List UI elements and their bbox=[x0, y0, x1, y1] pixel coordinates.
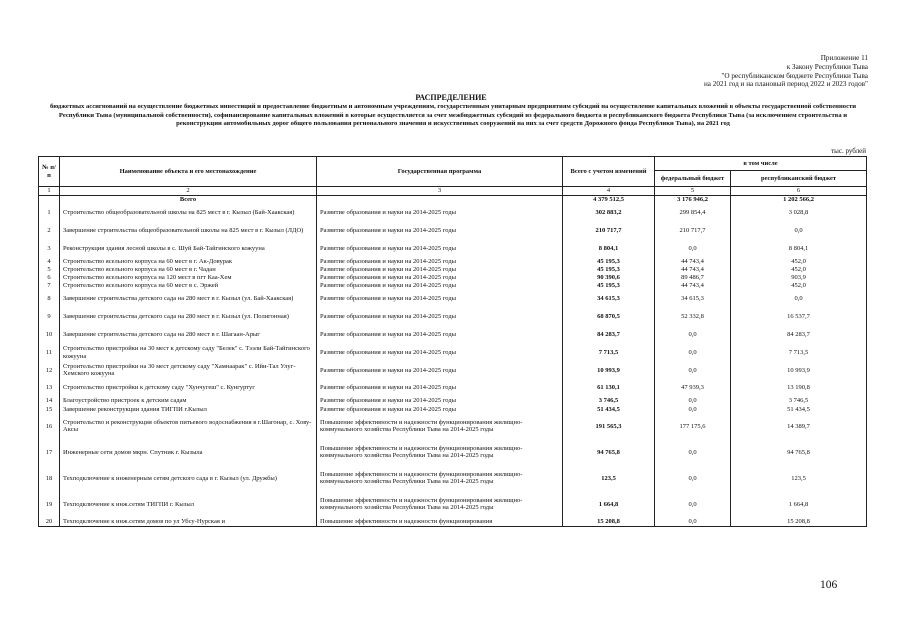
appendix-caption bbox=[704, 54, 868, 89]
program-name: Развитие образования и науки на 2014-2025 годы bbox=[317, 258, 563, 266]
row-number: 3 bbox=[39, 240, 60, 258]
row-republic: 94 765,8 bbox=[731, 439, 867, 465]
row-republic: 452,0 bbox=[731, 282, 867, 290]
row-republic: 452,0 bbox=[731, 258, 867, 266]
row-number: 6 bbox=[39, 274, 60, 282]
column-number: 5 bbox=[655, 187, 731, 196]
row-number: 17 bbox=[39, 439, 60, 465]
table-row bbox=[39, 290, 867, 308]
allocation-table bbox=[38, 156, 867, 527]
row-total: 45 195,3 bbox=[563, 258, 655, 266]
row-number: 1 bbox=[39, 204, 60, 222]
row-republic: 452,0 bbox=[731, 266, 867, 274]
row-total: 15 208,8 bbox=[563, 517, 655, 526]
row-number: 20 bbox=[39, 517, 60, 526]
appendix-line: на 2021 год и на плановый период 2022 и 2023 годов" bbox=[703, 80, 868, 89]
program-name: Развитие образования и науки на 2014-2025 годы bbox=[317, 222, 563, 240]
object-name: Завершение строительства детского сада на 280 мест в г. Кызыл (ул. Бай-Хаакская) bbox=[60, 290, 317, 308]
header-republic: республиканский бюджет bbox=[731, 171, 867, 187]
row-number: 13 bbox=[39, 379, 60, 397]
program-name: Развитие образования и науки на 2014-2025 годы bbox=[317, 282, 563, 290]
object-name: Строительство ясельного корпуса на 60 мест в с. Эржей bbox=[60, 282, 317, 290]
column-number: 2 bbox=[60, 187, 317, 196]
row-federal: 44 743,4 bbox=[655, 282, 731, 290]
table-row bbox=[39, 413, 867, 439]
row-federal: 210 717,7 bbox=[655, 222, 731, 240]
row-number: 5 bbox=[39, 266, 60, 274]
table-row bbox=[39, 258, 867, 266]
row-number: 7 bbox=[39, 282, 60, 290]
object-name: Техподключение к инженерным сетям детского сада в г. Кызыл (ул. Дружбы) bbox=[60, 465, 317, 491]
object-name: Инженерные сети домов мкрн. Спутник г. Кызыла bbox=[60, 439, 317, 465]
row-republic: 3 746,5 bbox=[731, 397, 867, 405]
row-republic: 15 208,8 bbox=[731, 517, 867, 526]
row-number: 14 bbox=[39, 397, 60, 405]
object-name: Строительство ясельного корпуса на 60 мест в г. Чадан bbox=[60, 266, 317, 274]
row-total: 123,5 bbox=[563, 465, 655, 491]
row-republic: 7 713,5 bbox=[731, 344, 867, 362]
header-federal: федеральный бюджет bbox=[655, 171, 731, 187]
row-federal: 0,0 bbox=[655, 326, 731, 344]
program-name: Развитие образования и науки на 2014-2025 годы bbox=[317, 362, 563, 380]
row-number: 16 bbox=[39, 413, 60, 439]
row-number: 10 bbox=[39, 326, 60, 344]
document-title: РАСПРЕДЕЛЕНИЕ bbox=[415, 93, 487, 102]
table-row bbox=[39, 379, 867, 397]
program-name: Повышение эффективности и надежности функционирования жилищно-коммунального хозяйства Республики Тыва на 2014-2025 годы bbox=[317, 491, 563, 517]
row-federal: 34 615,3 bbox=[655, 290, 731, 308]
column-number-row bbox=[39, 187, 867, 196]
row-republic: 903,9 bbox=[731, 274, 867, 282]
program-name: Повышение эффективности и надежности функционирования bbox=[317, 517, 563, 526]
table-row bbox=[39, 439, 867, 465]
row-total: 10 993,9 bbox=[563, 362, 655, 380]
table-row bbox=[39, 397, 867, 405]
row-number: 15 bbox=[39, 405, 60, 413]
program-name: Развитие образования и науки на 2014-2025 годы bbox=[317, 290, 563, 308]
row-number: 2 bbox=[39, 222, 60, 240]
table-row bbox=[39, 222, 867, 240]
table-row bbox=[39, 326, 867, 344]
row-total: 34 615,3 bbox=[563, 290, 655, 308]
row-federal: 0,0 bbox=[655, 439, 731, 465]
row-number: 9 bbox=[39, 308, 60, 326]
row-number: 4 bbox=[39, 258, 60, 266]
object-name: Строительство пристройки на 30 мест к детскому саду "Белек" с. Тээли Бай-Тайгинского кожууна bbox=[60, 344, 317, 362]
row-total: 68 870,5 bbox=[563, 308, 655, 326]
total-label: Всего bbox=[60, 196, 317, 205]
program-name: Повышение эффективности и надежности функционирования жилищно-коммунального хозяйства Республики Тыва на 2014-2025 годы bbox=[317, 413, 563, 439]
header-including: в том числе bbox=[655, 157, 867, 171]
row-republic: 10 993,9 bbox=[731, 362, 867, 380]
row-total: 210 717,7 bbox=[563, 222, 655, 240]
program-name: Развитие образования и науки на 2014-2025 годы bbox=[317, 326, 563, 344]
row-federal: 177 175,6 bbox=[655, 413, 731, 439]
program-name: Развитие образования и науки на 2014-2025 годы bbox=[317, 308, 563, 326]
program-name: Развитие образования и науки на 2014-2025 годы bbox=[317, 405, 563, 413]
row-federal: 0,0 bbox=[655, 362, 731, 380]
row-number: 11 bbox=[39, 344, 60, 362]
table-row bbox=[39, 362, 867, 380]
row-total: 51 434,5 bbox=[563, 405, 655, 413]
row-total: 90 390,6 bbox=[563, 274, 655, 282]
table-row bbox=[39, 204, 867, 222]
object-name: Техподключение к инж.сетям домов по ул Убсу-Нурская и bbox=[60, 517, 317, 526]
object-name: Строительство и реконструкция объектов питьевого водоснабжения в г.Шагонар, с. Хову-Аксы bbox=[60, 413, 317, 439]
row-republic: 16 537,7 bbox=[731, 308, 867, 326]
header-total: Всего с учетом изменений bbox=[563, 157, 655, 187]
page-number: 106 bbox=[820, 579, 838, 591]
object-name: Техподключение к инж.сетям ТИГПИ г. Кызыл bbox=[60, 491, 317, 517]
row-republic: 1 664,8 bbox=[731, 491, 867, 517]
row-number: 19 bbox=[39, 491, 60, 517]
row-republic: 0,0 bbox=[731, 222, 867, 240]
program-name: Повышение эффективности и надежности функционирования жилищно-коммунального хозяйства Республики Тыва на 2014-2025 годы bbox=[317, 439, 563, 465]
object-name: Завершение строительства детского сада на 280 мест в г. Кызыл (ул. Полигонная) bbox=[60, 308, 317, 326]
row-federal: 299 854,4 bbox=[655, 204, 731, 222]
row-number: 8 bbox=[39, 290, 60, 308]
row-total: 8 804,1 bbox=[563, 240, 655, 258]
program-name: Развитие образования и науки на 2014-2025 годы bbox=[317, 240, 563, 258]
table-row bbox=[39, 344, 867, 362]
row-federal: 0,0 bbox=[655, 344, 731, 362]
row-number: 18 bbox=[39, 465, 60, 491]
object-name: Завершение строительства общеобразовательной школы на 825 мест в г. Кызыл (ЛДО) bbox=[60, 222, 317, 240]
row-federal: 0,0 bbox=[655, 517, 731, 526]
row-republic: 13 190,8 bbox=[731, 379, 867, 397]
table-row bbox=[39, 240, 867, 258]
row-federal: 44 743,4 bbox=[655, 266, 731, 274]
header-num: № п/п bbox=[39, 157, 60, 187]
program-name: Развитие образования и науки на 2014-2025 годы bbox=[317, 266, 563, 274]
program-name: Развитие образования и науки на 2014-2025 годы bbox=[317, 204, 563, 222]
appendix-line: "О республиканском бюджете Республики Тыва bbox=[721, 71, 868, 80]
total-federal: 3 176 946,2 bbox=[655, 196, 731, 205]
row-total: 45 195,3 bbox=[563, 282, 655, 290]
row-federal: 47 939,3 bbox=[655, 379, 731, 397]
appendix-line: Приложение 11 bbox=[820, 54, 868, 62]
table-row bbox=[39, 282, 867, 290]
total-row bbox=[39, 196, 867, 205]
row-total: 191 565,3 bbox=[563, 413, 655, 439]
total-sum: 4 379 512,5 bbox=[563, 196, 655, 205]
object-name: Завершение строительства детского сада на 280 мест в г. Шагаан-Арыг bbox=[60, 326, 317, 344]
row-federal: 0,0 bbox=[655, 465, 731, 491]
units-label: тыс. рублей bbox=[831, 147, 866, 155]
appendix-line: к Закону Республики Тыва bbox=[786, 62, 868, 71]
row-republic: 123,5 bbox=[731, 465, 867, 491]
table-row bbox=[39, 274, 867, 282]
row-total: 45 195,3 bbox=[563, 266, 655, 274]
row-federal: 0,0 bbox=[655, 240, 731, 258]
row-federal: 89 486,7 bbox=[655, 274, 731, 282]
program-name: Развитие образования и науки на 2014-2025 годы bbox=[317, 397, 563, 405]
row-total: 3 746,5 bbox=[563, 397, 655, 405]
object-name: Строительство общеобразовательной школы на 825 мест в г. Кызыл (Бай-Хаакская) bbox=[60, 204, 317, 222]
column-number: 6 bbox=[731, 187, 867, 196]
row-total: 94 765,8 bbox=[563, 439, 655, 465]
row-total: 302 883,2 bbox=[563, 204, 655, 222]
object-name: Завершение реконструкции здания ТИГПИ г.Кызыл bbox=[60, 405, 317, 413]
table-row bbox=[39, 465, 867, 491]
row-total: 1 664,8 bbox=[563, 491, 655, 517]
row-republic: 84 283,7 bbox=[731, 326, 867, 344]
table-row bbox=[39, 308, 867, 326]
table-row bbox=[39, 491, 867, 517]
object-name: Строительство ясельного корпуса на 60 мест в г. Ак-Довурак bbox=[60, 258, 317, 266]
table-row bbox=[39, 266, 867, 274]
column-number: 1 bbox=[39, 187, 60, 196]
row-number: 12 bbox=[39, 362, 60, 380]
total-republic: 1 202 566,2 bbox=[731, 196, 867, 205]
object-name: Реконструкция здания лесной школы в с. Шуй Бай-Тайгинского кожууна bbox=[60, 240, 317, 258]
row-republic: 3 028,8 bbox=[731, 204, 867, 222]
row-federal: 0,0 bbox=[655, 397, 731, 405]
row-federal: 0,0 bbox=[655, 405, 731, 413]
column-number: 3 bbox=[317, 187, 563, 196]
object-name: Строительство пристройки на 30 мест детскому саду "Хамнаарак" с. Ийи-Тал Улуг-Хемского кожууна bbox=[60, 362, 317, 380]
program-name: Повышение эффективности и надежности функционирования жилищно-коммунального хозяйства Республики Тыва на 2014-2025 годы bbox=[317, 465, 563, 491]
row-republic: 0,0 bbox=[731, 290, 867, 308]
row-republic: 14 389,7 bbox=[731, 413, 867, 439]
program-name: Развитие образования и науки на 2014-2025 годы bbox=[317, 274, 563, 282]
row-republic: 51 434,5 bbox=[731, 405, 867, 413]
row-federal: 52 332,8 bbox=[655, 308, 731, 326]
row-total: 61 130,1 bbox=[563, 379, 655, 397]
program-name: Развитие образования и науки на 2014-2025 годы bbox=[317, 344, 563, 362]
row-total: 7 713,5 bbox=[563, 344, 655, 362]
header-program: Государственная программа bbox=[317, 157, 563, 187]
header-name: Наименование объекта и его местонахождение bbox=[60, 157, 317, 187]
object-name: Строительство ясельного корпуса на 120 мест в пгт Каа-Хем bbox=[60, 274, 317, 282]
program-name: Развитие образования и науки на 2014-2025 годы bbox=[317, 379, 563, 397]
table-row bbox=[39, 517, 867, 526]
column-number: 4 bbox=[563, 187, 655, 196]
document-subtitle: бюджетных ассигнований на осуществление бюджетных инвестиций и предоставление бюджетным и автономным учреждениям, государственным унитарным предприятиям субсидий на осуществление капитальных вложений в объекты государственной собственности Республики Тыва (муниципальной собственности), софинансирование капитальных вложений в которые осуществляется за счет межбюджетных субсидий из федерального бюджета и республиканского бюджета Республики Тыва (за исключением строительства и реконструкции автомобильных дорог общего пользования регионального значения и искусственных сооружений на них за счет средств Дорожного фонда Республики Тыва), на 2021 год bbox=[49, 103, 857, 128]
row-federal: 44 743,4 bbox=[655, 258, 731, 266]
row-republic: 8 804,1 bbox=[731, 240, 867, 258]
object-name: Благоустройство пристроек к детским садам bbox=[60, 397, 317, 405]
table-row bbox=[39, 405, 867, 413]
row-federal: 0,0 bbox=[655, 491, 731, 517]
object-name: Строительство пристройки к детскому саду "Хунчугеш" с. Кунгуртуг bbox=[60, 379, 317, 397]
row-total: 84 283,7 bbox=[563, 326, 655, 344]
